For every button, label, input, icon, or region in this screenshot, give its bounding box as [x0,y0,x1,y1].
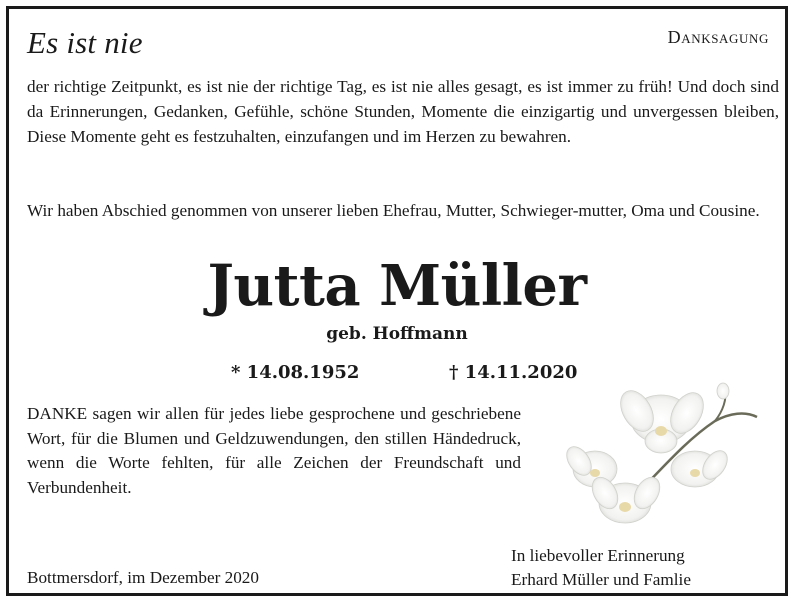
signature-line: In liebevoller Erinnerung [511,546,685,565]
signature [511,544,691,592]
notice-kind: Danksagung [667,27,769,47]
place-date: Bottmersdorf, im Dezember 2020 [27,568,259,587]
deceased-name: Jutta Müller [207,253,587,319]
signature-names: Erhard Müller und Famlie [511,570,691,589]
obituary-notice [6,6,788,596]
birth-date: * 14.08.1952 [231,362,360,383]
birth-name: geb. Hoffmann [326,324,468,344]
farewell-paragraph: Wir haben Abschied genommen von unserer lieben Ehefrau, Mutter, Schwieger-mutter, Oma und Cousine. [27,201,760,220]
intro-paragraph: der richtige Zeitpunkt, es ist nie der richtige Tag, es ist nie alles gesagt, es ist immer zu früh! Und doch sind da Erinnerungen, Gedanken, Gefühle, schöne Stunden, Momente die einzigartig und unvergessen bleiben, Diese Momente geht es festzuhalten, einzufangen und im Herzen zu bewahren. [27,77,779,146]
death-date: † 14.11.2020 [449,362,578,383]
heading: Es ist nie [27,25,143,60]
thanks-paragraph: DANKE sagen wir allen für jedes liebe gesprochene und geschriebene Wort, für die Blumen und Geldzuwendungen, den stillen Händedruck, wenn die Worte fehlten, für alle Zeichen der Freundschaft und Verbundenheit. [27,404,521,497]
white-orchid-icon [565,381,765,531]
